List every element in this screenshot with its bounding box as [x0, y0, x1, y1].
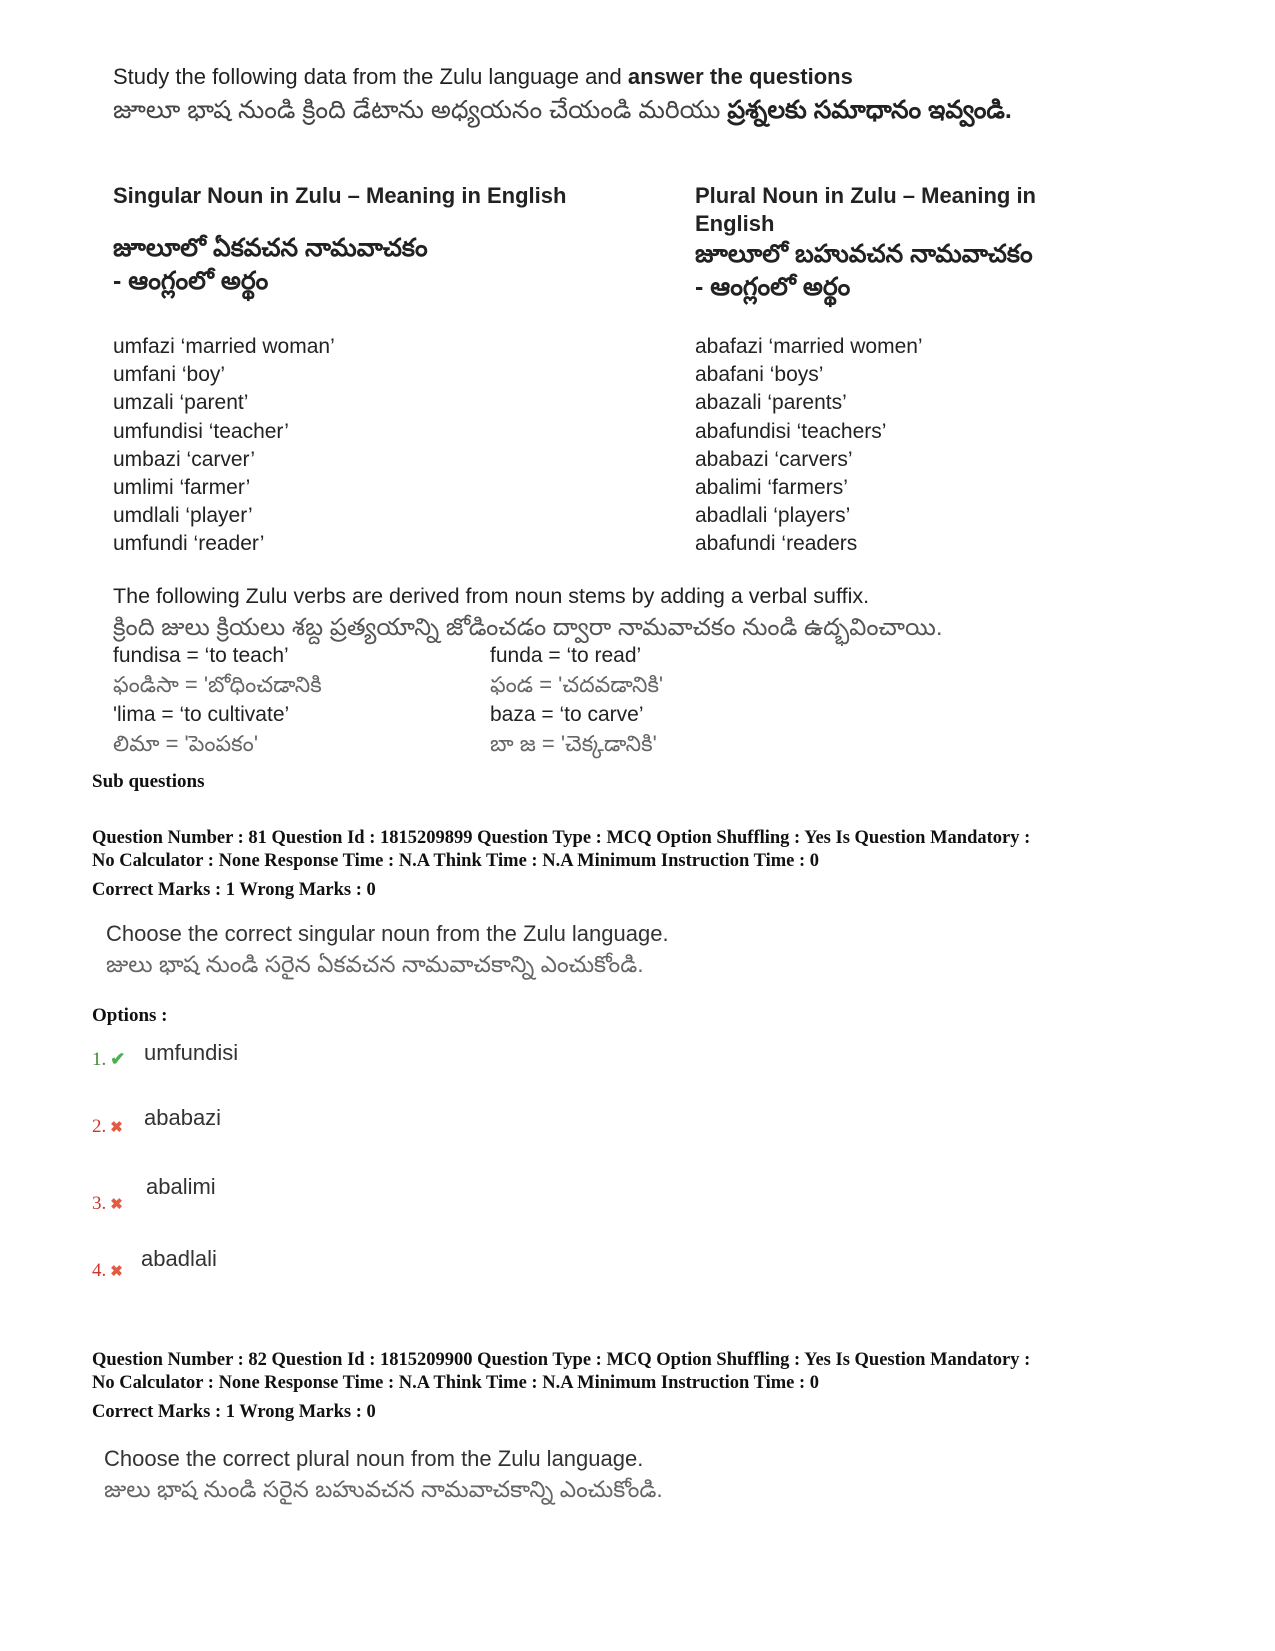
sub-questions-label: Sub questions [92, 771, 205, 792]
question-meta-line2: No Calculator : None Response Time : N.A Think Time : N.A Minimum Instruction Time : 0 [92, 1373, 820, 1393]
plural-heading-en-1: Plural Noun in Zulu – Meaning in [695, 183, 1036, 208]
option-3[interactable] [92, 1193, 123, 1215]
list-item: umdlali ‘player’ [113, 504, 253, 528]
option-2-text[interactable]: ababazi [144, 1105, 222, 1130]
question-82-meta [92, 1349, 1030, 1424]
cross-icon: ✖ [110, 1264, 123, 1280]
list-item: umzali ‘parent’ [113, 391, 249, 415]
option-number: 4. [92, 1260, 107, 1281]
list-item: abalimi ‘farmers’ [695, 476, 848, 500]
verbs-intro-te: క్రింది జులు క్రియలు శబ్ద ప్రత్యయాన్ని జోడించడం ద్వారా నామవాచకం నుండి ఉద్భవించాయి. [113, 614, 943, 641]
list-item: abazali ‘parents’ [695, 391, 847, 415]
list-item: abafani ‘boys’ [695, 363, 824, 387]
list-item: ababazi ‘carvers’ [695, 447, 853, 471]
plural-word-list [695, 333, 923, 559]
question-81-text-en: Choose the correct singular noun from the Zulu language. [106, 921, 669, 946]
intro-en-plain: Study the following data from the Zulu language and [113, 64, 628, 89]
option-4-text[interactable]: abadlali [141, 1246, 217, 1271]
list-item: abadlali ‘players’ [695, 504, 851, 528]
singular-word-list [113, 333, 335, 559]
verb-baza-te: బా జ = 'చెక్కడానికి' [490, 731, 657, 756]
question-marks: Correct Marks : 1 Wrong Marks : 0 [92, 880, 376, 900]
option-number: 2. [92, 1116, 107, 1137]
verb-funda-te: ఫండ = 'చదవడానికి' [490, 672, 664, 697]
singular-heading-te-2: - ఆంగ్లంలో అర్థం [113, 267, 269, 295]
list-item: umfani ‘boy’ [113, 363, 226, 387]
option-1-text[interactable]: umfundisi [144, 1040, 239, 1065]
option-2[interactable] [92, 1116, 123, 1138]
cross-icon: ✖ [110, 1120, 123, 1136]
plural-heading-te-1: జూలూలో బహువచన నామవాచకం [695, 240, 1033, 268]
list-item: umfundisi ‘teacher’ [113, 419, 289, 443]
cross-icon: ✖ [110, 1197, 123, 1213]
list-item: abafundi ‘readers [695, 532, 858, 556]
list-item: umfundi ‘reader’ [113, 532, 265, 556]
option-number: 1. [92, 1049, 107, 1070]
singular-heading-te-1: జూలూలో ఏకవచన నామవాచకం [113, 234, 428, 262]
intro-en-bold: answer the questions [627, 64, 853, 89]
list-item: abafundisi ‘teachers’ [695, 419, 887, 443]
singular-heading-en: Singular Noun in Zulu – Meaning in English [113, 183, 567, 208]
list-item: umlimi ‘farmer’ [113, 476, 251, 500]
verb-baza-en: baza = ‘to carve’ [490, 703, 644, 726]
question-81-text-te: జులు భాష నుండి సరైన ఏకవచన నామవాచకాన్ని ఎంచుకోండి. [106, 951, 644, 977]
list-item: umfazi ‘married woman’ [113, 335, 335, 358]
question-meta-line2: No Calculator : None Response Time : N.A Think Time : N.A Minimum Instruction Time : 0 [92, 851, 820, 871]
verbs-intro-en: The following Zulu verbs are derived from noun stems by adding a verbal suffix. [113, 584, 870, 608]
intro-te-plain: జూలూ భాష నుండి క్రింది డేటాను అధ్యయనం చేయండి మరియు [113, 96, 728, 124]
option-number: 3. [92, 1193, 107, 1214]
singular-column-heading [113, 182, 633, 298]
plural-column-heading [695, 182, 1175, 304]
verb-funda-en: funda = ‘to read’ [490, 644, 642, 667]
options-label: Options : [92, 1005, 168, 1026]
question-82-text-te: జులు భాష నుండి సరైన బహువచన నామవాచకాన్ని ఎంచుకోండి. [104, 1476, 663, 1502]
passage-intro-en [113, 64, 853, 90]
passage-intro-te [113, 96, 1012, 131]
option-4[interactable] [92, 1260, 123, 1282]
check-icon: ✔ [110, 1049, 126, 1069]
intro-te-bold: ప్రశ్నలకు సమాధానం ఇవ్వండి. [727, 96, 1012, 124]
list-item: umbazi ‘carver’ [113, 447, 255, 471]
question-meta-line1: Question Number : 82 Question Id : 1815209900 Question Type : MCQ Option Shuffling : Yes Is Question Mandatory : [92, 1350, 1031, 1370]
verb-lima-en: 'lima = ‘to cultivate’ [113, 703, 290, 726]
plural-heading-en-2: English [695, 211, 775, 236]
verb-fundisa-en: fundisa = ‘to teach’ [113, 644, 289, 667]
list-item: abafazi ‘married women’ [695, 335, 923, 358]
question-meta-line1: Question Number : 81 Question Id : 1815209899 Question Type : MCQ Option Shuffling : Yes Is Question Mandatory : [92, 828, 1031, 848]
question-marks: Correct Marks : 1 Wrong Marks : 0 [92, 1402, 376, 1422]
verb-lima-te: లిమా = 'పెంపకం' [113, 731, 259, 756]
option-1[interactable] [92, 1049, 125, 1071]
verb-fundisa-te: ఫండిసా = 'బోధించడానికి [113, 672, 322, 697]
option-3-text[interactable]: abalimi [146, 1174, 216, 1199]
plural-heading-te-2: - ఆంగ్లంలో అర్థం [695, 273, 851, 301]
question-81-meta [92, 827, 1030, 902]
question-82-text-en: Choose the correct plural noun from the Zulu language. [104, 1446, 644, 1471]
